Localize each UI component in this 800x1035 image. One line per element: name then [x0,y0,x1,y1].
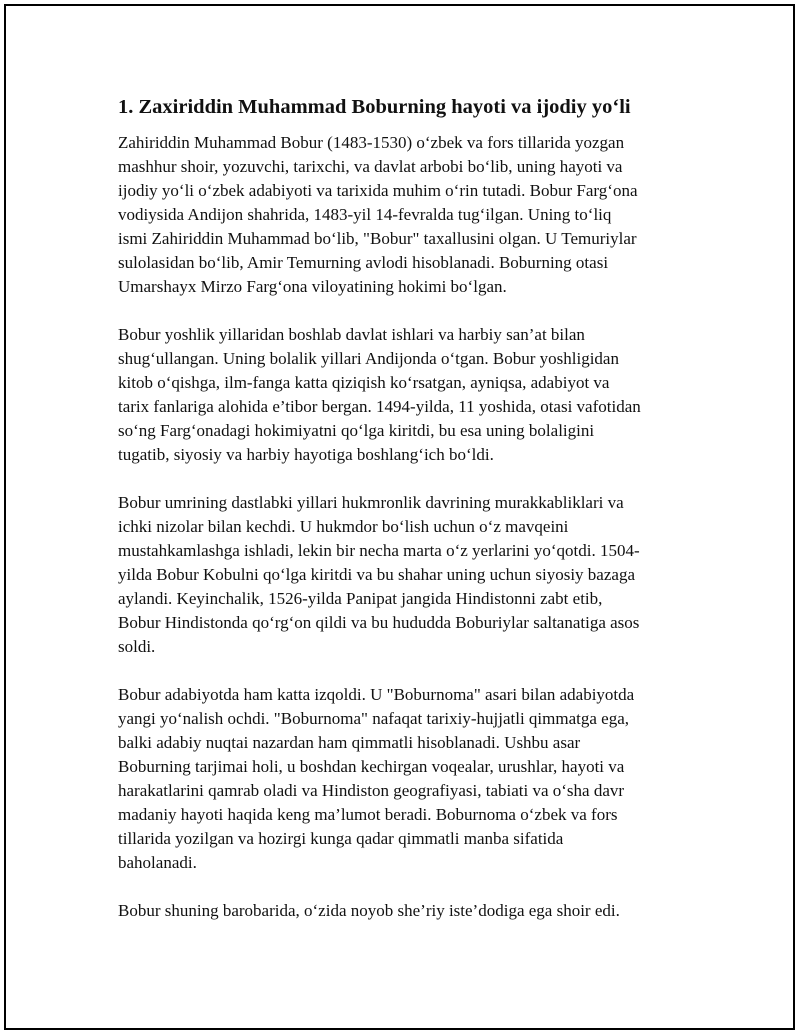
paragraph-5: Bobur shuning barobarida, o‘zida noyob she’riy iste’dodiga ega shoir edi. [118,901,620,920]
paragraph-3: Bobur umrining dastlabki yillari hukmronlik davrining murakkabliklari va ichki nizolar bilan kechdi. U hukmdor bo‘lish uchun o‘z mavqeini mustahkamlashga ishladi, lekin bir necha marta o‘z yerlarini yo‘qotdi. 1504- yilda Bobur Kobulni qo‘lga kiritdi va bu shahar uning uchun siyosiy bazaga aylandi. Keyinchalik, 1526-yilda Panipat jangida Hindistonni zabt etib, Bobur Hindistonda qo‘rg‘on qildi va bu hududda Boburiylar saltanatiga asos soldi. [118,493,640,656]
document-body [118,93,698,947]
paragraph-1: Zahiriddin Muhammad Bobur (1483-1530) o‘zbek va fors tillarida yozgan mashhur shoir, yozuvchi, tarixchi, va davlat arbobi bo‘lib, uning hayoti va ijodiy yo‘li o‘zbek adabiyoti va tarixida muhim o‘rin tutadi. Bobur Farg‘ona vodiysida Andijon shahrida, 1483-yil 14-fevralda tug‘ilgan. Uning to‘liq ismi Zahiriddin Muhammad bo‘lib, "Bobur" taxallusini olgan. U Temuriylar sulolasidan bo‘lib, Amir Temurning avlodi hisoblanadi. Boburning otasi Umarshayx Mirzo Farg‘ona viloyatining hokimi bo‘lgan. [118,133,638,296]
section-title: 1. Zaxiriddin Muhammad Boburning hayoti va ijodiy yo‘li [118,96,631,118]
paragraph-4: Bobur adabiyotda ham katta izqoldi. U "Boburnoma" asari bilan adabiyotda yangi yo‘nalish ochdi. "Boburnoma" nafaqat tarixiy-hujjatli qimmatga ega, balki adabiy nuqtai nazardan ham qimmatli hisoblanadi. Ushbu asar Boburning tarjimai holi, u boshdan kechirgan voqealar, urushlar, hayoti va harakatlarini qamrab oladi va Hindiston geografiyasi, tabiati va o‘sha davr madaniy hayoti haqida keng ma’lumot beradi. Boburnoma o‘zbek va fors tillarida yozilgan va hozirgi kunga qadar qimmatli manba sifatida baholanadi. [118,685,635,872]
paragraph-2: Bobur yoshlik yillaridan boshlab davlat ishlari va harbiy san’at bilan shug‘ullangan. Uning bolalik yillari Andijonda o‘tgan. Bobur yoshligidan kitob o‘qishga, ilm-fanga katta qiziqish ko‘rsatgan, ayniqsa, adabiyot va tarix fanlariga alohida e’tibor bergan. 1494-yilda, 11 yoshida, otasi vafotidan so‘ng Farg‘onadagi hokimiyatni qo‘lga kiritdi, bu esa uning bolaligini tugatib, siyosiy va harbiy hayotiga boshlang‘ich bo‘ldi. [118,325,641,464]
